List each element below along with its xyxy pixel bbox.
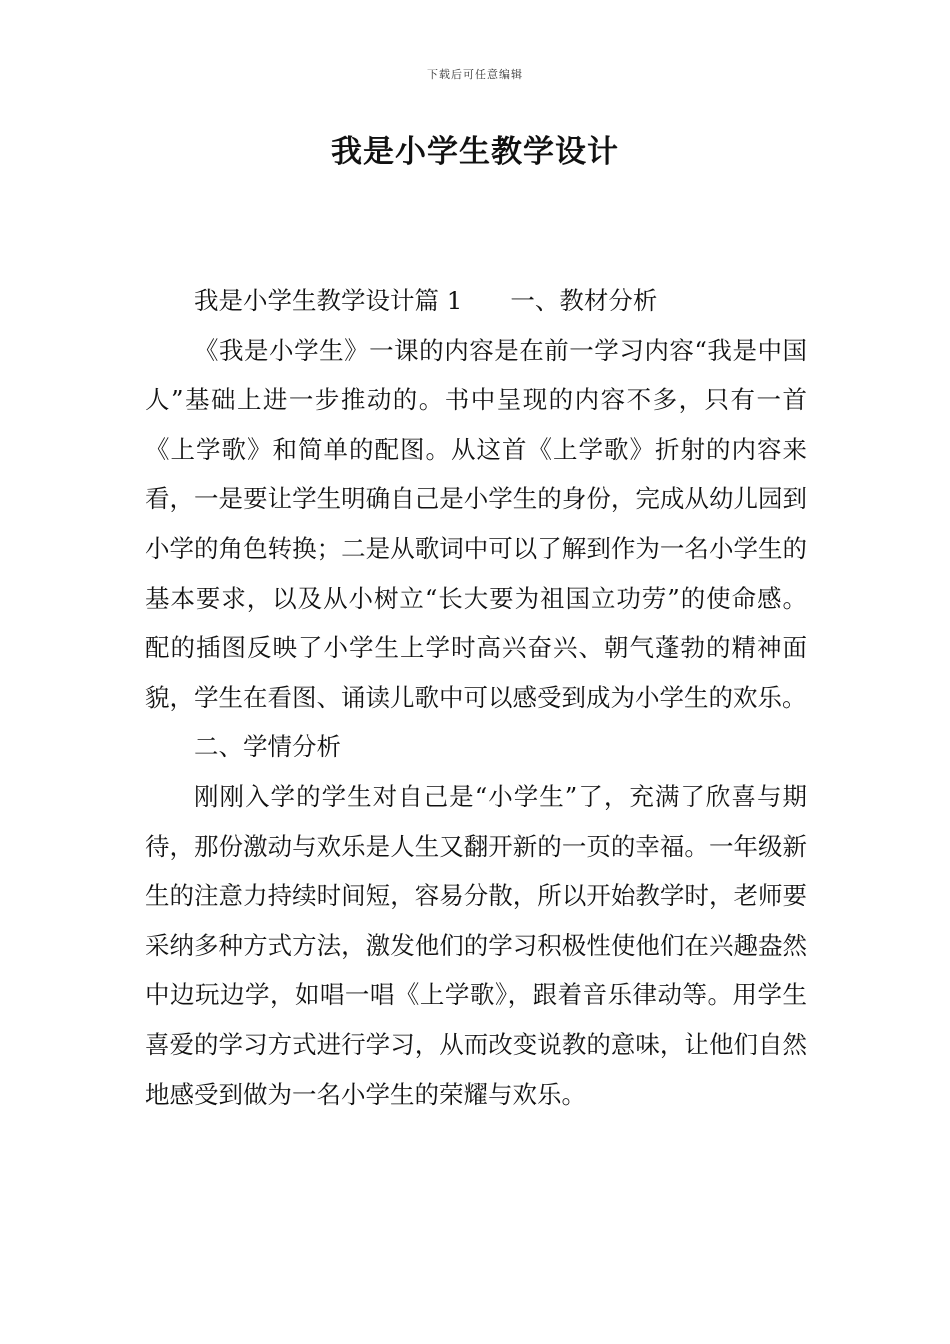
header-note: 下载后可任意编辑	[427, 68, 523, 81]
paragraph-learning-situation: 刚刚入学的学生对自己是“小学生”了，充满了欣喜与期待，那份激动与欢乐是人生又翻开新的一页的幸福。一年级新生的注意力持续时间短，容易分散，所以开始教学时，老师要采纳多种方式方法，激发他们的学习积极性使他们在兴趣盎然中边玩边学，如唱一唱《上学歌》，跟着音乐律动等。用学生喜爱的学习方式进行学习，从而改变说教的意味，让他们自然地感受到做为一名小学生的荣耀与欢乐。	[145, 781, 807, 1109]
document-body	[145, 276, 807, 1119]
paragraph-material-analysis: 《我是小学生》一课的内容是在前一学习内容“我是中国人”基础上进一步推动的。书中呈现的内容不多，只有一首《上学歌》和简单的配图。从这首《上学歌》折射的内容来看，一是要让学生明确自己是小学生的身份，完成从幼儿园到小学的角色转换；二是从歌词中可以了解到作为一名小学生的基本要求，以及从小树立“长大要为祖国立功劳”的使命感。配的插图反映了小学生上学时高兴奋兴、朝气蓬勃的精神面貌，学生在看图、诵读儿歌中可以感受到成为小学生的欢乐。	[145, 335, 807, 712]
heading-teaching-material-analysis: 一、教材分析	[510, 286, 658, 315]
heading-learning-situation-analysis: 二、学情分析	[194, 732, 341, 762]
section-intro: 我是小学生教学设计篇 1	[194, 286, 463, 315]
section-intro-line	[145, 276, 807, 326]
page-title: 我是小学生教学设计	[331, 134, 619, 170]
